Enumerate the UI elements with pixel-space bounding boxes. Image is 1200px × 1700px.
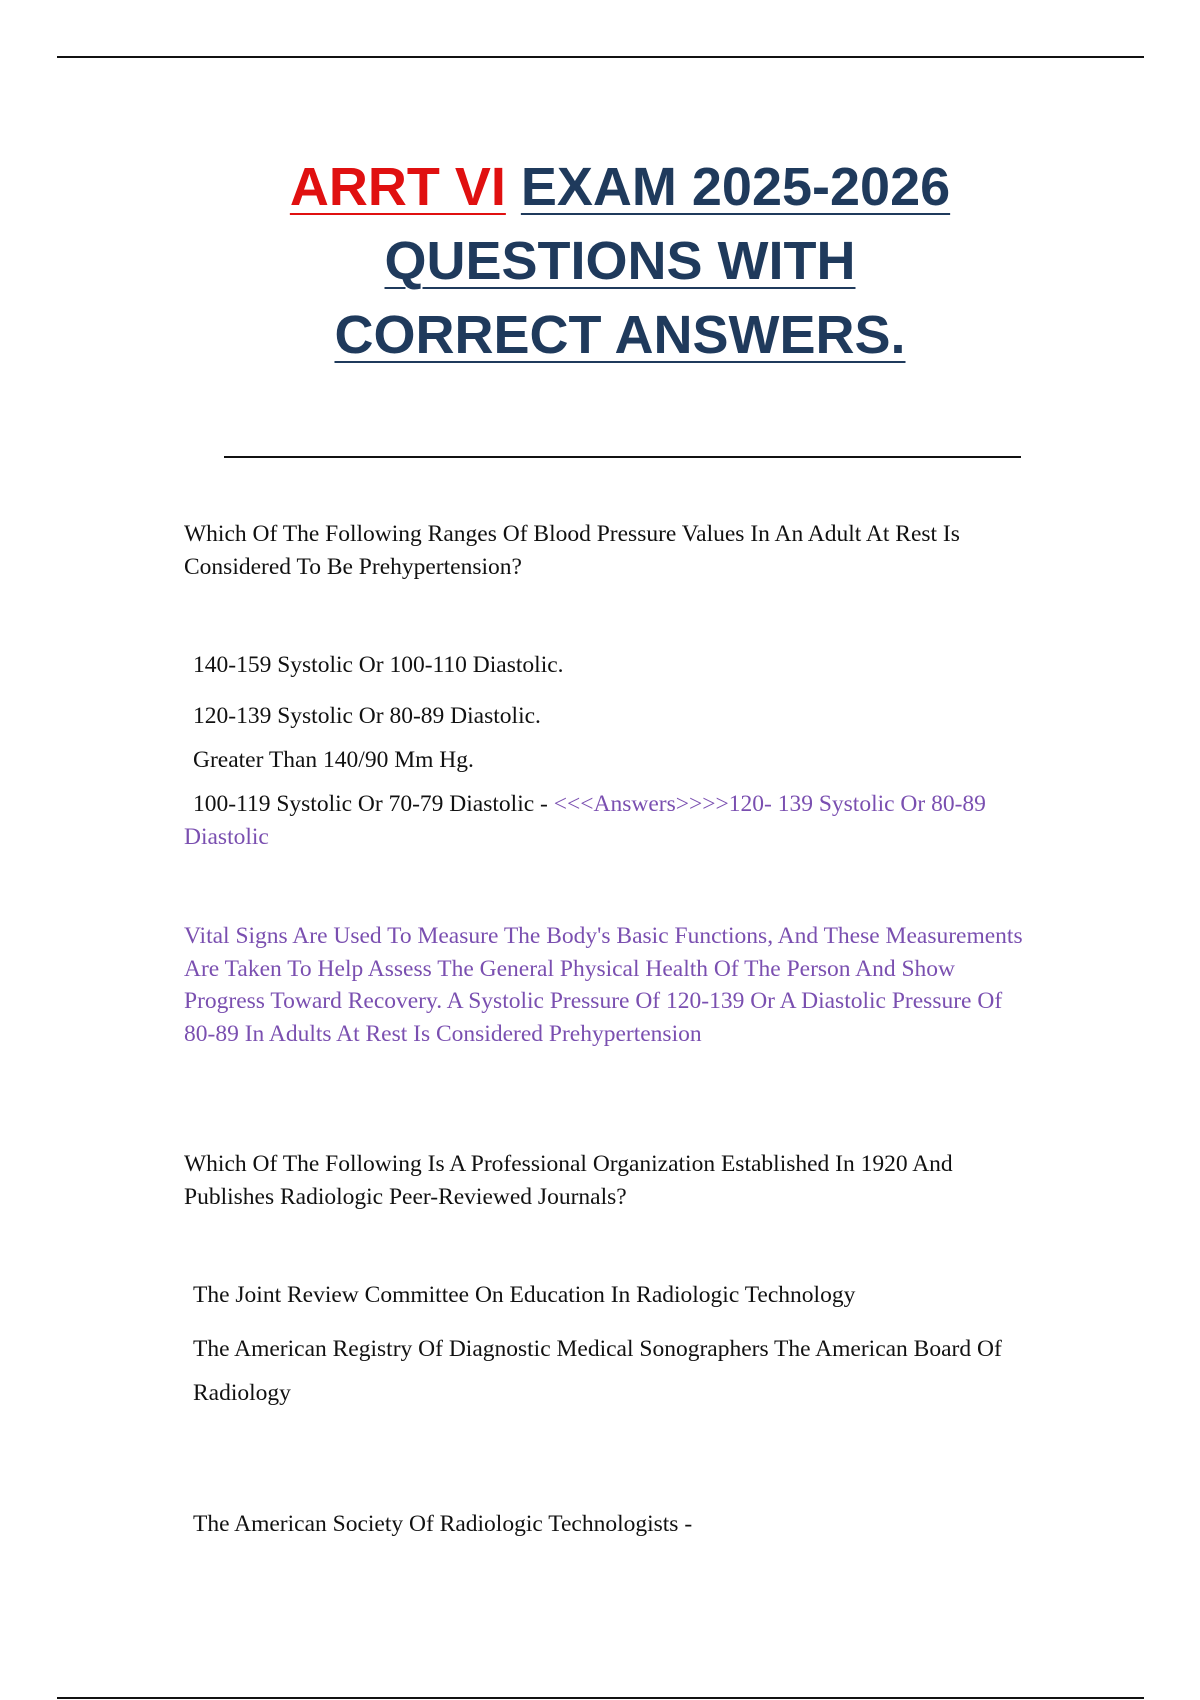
- q1-option-3: Greater Than 140/90 Mm Hg.: [193, 747, 474, 773]
- q1-option-1: 140-159 Systolic Or 100-110 Diastolic.: [193, 652, 564, 678]
- question-1: Which Of The Following Ranges Of Blood Pressure Values In An Adult At Rest Is Considered To Be Prehypertension?: [184, 521, 960, 580]
- document-title: [150, 150, 1090, 372]
- q1-option-2: 120-139 Systolic Or 80-89 Diastolic.: [193, 703, 541, 729]
- q1-rationale: Vital Signs Are Used To Measure The Body's Basic Functions, And These Measurements Are Taken To Help Assess The General Physical Health Of The Person And Show Progress Toward Recovery. A Systolic Pressure Of 120-139 Or A Diastolic Pressure Of 80-89 In Adults At Rest Is Considered Prehypertension: [184, 923, 1023, 1047]
- title-divider: [224, 456, 1021, 458]
- title-line-3-text: CORRECT ANSWERS.: [334, 305, 906, 365]
- title-blue-part: EXAM 2025-2026: [520, 157, 951, 217]
- top-rule: [57, 56, 1144, 58]
- title-line-2-text: QUESTIONS WITH: [384, 231, 856, 291]
- q2-option-3: The American Society Of Radiologic Technologists -: [193, 1511, 693, 1537]
- q1-option-4: 100-119 Systolic Or 70-79 Diastolic -: [193, 791, 548, 817]
- q2-option-2: The American Registry Of Diagnostic Medical Sonographers The American Board Of Radiology: [193, 1336, 1002, 1406]
- title-line-3: [150, 298, 1090, 372]
- question-2: Which Of The Following Is A Professional Organization Established In 1920 And Publishes Radiologic Peer-Reviewed Journals?: [184, 1151, 953, 1210]
- title-red-part: ARRT VI: [289, 157, 506, 217]
- q1-option-4-with-answer: [184, 788, 1024, 853]
- q1-answer: <<<Answers>>>>120- 139 Systolic Or 80-89 Diastolic: [184, 791, 986, 850]
- bottom-rule: [57, 1697, 1144, 1699]
- title-line-1: [150, 150, 1090, 224]
- q2-option-1: The Joint Review Committee On Education In Radiologic Technology: [193, 1282, 856, 1308]
- title-line-2: [150, 224, 1090, 298]
